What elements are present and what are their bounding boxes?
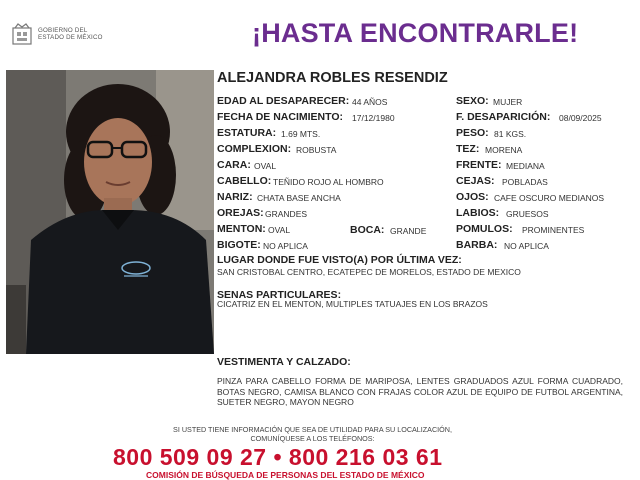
nariz-label: NARIZ:	[217, 191, 253, 203]
phone-numbers: 800 509 09 27 • 800 216 03 61	[113, 444, 443, 470]
government-logo	[10, 22, 120, 46]
edad-value: 44 AÑOS	[352, 97, 388, 107]
barba-label: BARBA:	[456, 239, 498, 251]
tez-value: MORENA	[485, 145, 523, 155]
person-name: ALEJANDRA ROBLES RESENDIZ	[217, 70, 448, 86]
contact-note	[140, 426, 485, 443]
frente-value: MEDIANA	[506, 161, 545, 171]
contact-note-line2: COMUNÍQUESE A LOS TELÉFONOS:	[250, 433, 375, 443]
nariz-value: CHATA BASE ANCHA	[257, 193, 341, 203]
sexo-label: SEXO:	[456, 95, 489, 107]
boca-value: GRANDE	[390, 226, 427, 236]
desaparicion-label: F. DESAPARICIÓN:	[456, 111, 551, 123]
nacimiento-value: 17/12/1980	[352, 113, 395, 123]
clothing-value: PINZA PARA CABELLO FORMA DE MARIPOSA, LENTES GRADUADOS AZUL FORMA CUADRADO, BOTAS NEGRO, CAMISA BLANCO CON FRAJAS COLOR AZUL DE EQUIPO DE FUTBOL ARGENTINA, SUETER NEGRO, MAYON NEGRO	[217, 376, 623, 407]
complexion-value: ROBUSTA	[296, 145, 337, 155]
complexion-label: COMPLEXION:	[217, 143, 292, 155]
labios-label: LABIOS:	[456, 207, 500, 219]
cabello-label: CABELLO:	[217, 175, 272, 187]
edad-label: EDAD AL DESAPARECER:	[217, 95, 350, 107]
barba-value: NO APLICA	[504, 241, 549, 251]
bigote-label: BIGOTE:	[217, 239, 261, 251]
cejas-value: POBLADAS	[502, 177, 548, 187]
estatura-value: 1.69 MTS.	[281, 129, 321, 139]
last-seen-label: LUGAR DONDE FUE VISTO(A) POR ÚLTIMA VEZ:	[217, 254, 462, 266]
peso-value: 81 KGS.	[494, 129, 527, 139]
last-seen-value: SAN CRISTOBAL CENTRO, ECATEPEC DE MORELOS, ESTADO DE MEXICO	[217, 267, 521, 277]
pomulos-label: POMULOS:	[456, 223, 513, 235]
contact-note-line1: SI USTED TIENE INFORMACIÓN QUE SEA DE UTILIDAD PARA SU LOCALIZACIÓN,	[173, 425, 452, 434]
orejas-value: GRANDES	[265, 209, 308, 219]
menton-label: MENTON:	[217, 223, 266, 235]
bigote-value: NO APLICA	[263, 241, 308, 251]
clothing-label: VESTIMENTA Y CALZADO:	[217, 356, 351, 368]
estatura-label: ESTATURA:	[217, 127, 277, 139]
ojos-label: OJOS:	[456, 191, 489, 203]
marks-value: CICATRIZ EN EL MENTON, MULTIPLES TATUAJES EN LOS BRAZOS	[217, 299, 488, 309]
labios-value: GRUESOS	[506, 209, 549, 219]
state-seal-icon	[10, 22, 34, 46]
cara-value: OVAL	[254, 161, 277, 171]
desaparicion-value: 08/09/2025	[559, 113, 602, 123]
peso-label: PESO:	[456, 127, 489, 139]
menton-value: OVAL	[268, 225, 291, 235]
cejas-label: CEJAS:	[456, 175, 495, 187]
logo-text: GOBIERNO DEL ESTADO DE MÉXICO	[38, 27, 103, 41]
orejas-label: OREJAS:	[217, 207, 264, 219]
commission-name: COMISIÓN DE BÚSQUEDA DE PERSONAS DEL ESTADO DE MÉXICO	[146, 470, 425, 480]
cabello-value: TEÑIDO ROJO AL HOMBRO	[273, 177, 384, 187]
nacimiento-label: FECHA DE NACIMIENTO:	[217, 111, 343, 123]
frente-label: FRENTE:	[456, 159, 502, 171]
missing-person-photo	[6, 70, 214, 354]
tez-label: TEZ:	[456, 143, 480, 155]
pomulos-value: PROMINENTES	[522, 225, 585, 235]
boca-label: BOCA:	[350, 224, 385, 236]
cara-label: CARA:	[217, 159, 251, 171]
sexo-value: MUJER	[493, 97, 523, 107]
marks-label: SENAS PARTICULARES:	[217, 289, 342, 301]
headline: ¡HASTA ENCONTRARLE!	[252, 18, 579, 48]
ojos-value: CAFE OSCURO MEDIANOS	[494, 193, 605, 203]
